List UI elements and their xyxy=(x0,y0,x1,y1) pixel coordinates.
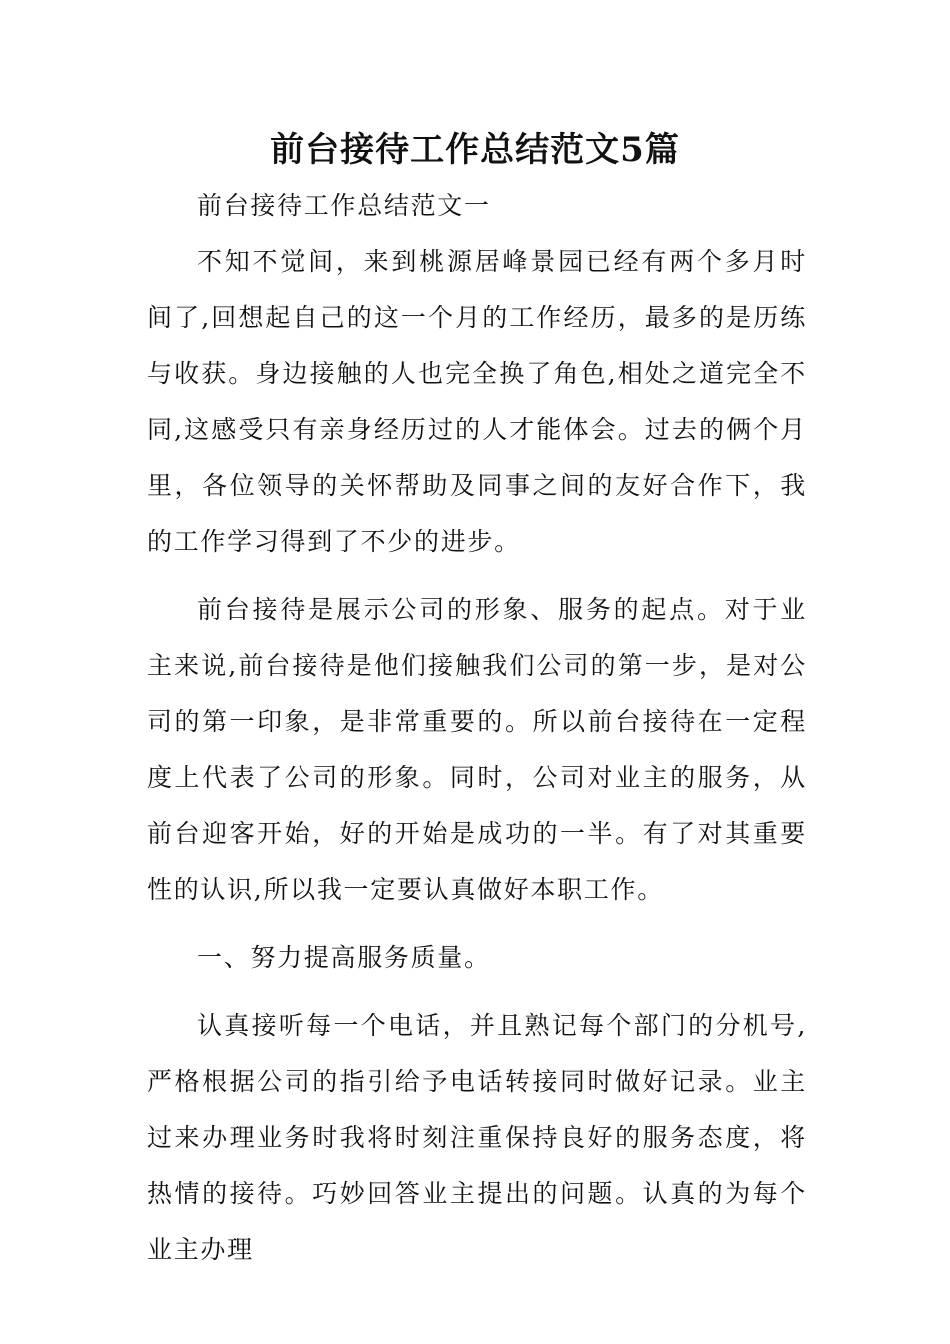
document-title: 前台接待工作总结范文5篇 xyxy=(270,130,680,170)
subheading-service-quality: 一、努力提高服务质量。 xyxy=(197,943,491,972)
paragraph-reception-role: 前台接待是展示公司的形象、服务的起点。对于业主来说,前台接待是他们接触我们公司的第一步，是对公司的第一印象，是非常重要的。所以前台接待在一定程度上代表了公司的形象。同时，公司对业主的服务，从前台迎客开始，好的开始是成功的一半。有了对其重要性的认识,所以我一定要认真做好本职工作。 xyxy=(147,595,807,904)
section-heading: 前台接待工作总结范文一 xyxy=(197,191,491,220)
document-body xyxy=(147,178,807,1278)
paragraph-intro: 不知不觉间，来到桃源居峰景园已经有两个多月时间了,回想起自己的这一个月的工作经历，最多的是历练与收获。身边接触的人也完全换了角色,相处之道完全不同,这感受只有亲身经历过的人才能体会。过去的俩个月里，各位领导的关怀帮助及同事之间的友好合作下，我的工作学习得到了不少的进步。 xyxy=(147,247,807,556)
paragraph-phone-handling: 认真接听每一个电话，并且熟记每个部门的分机号,严格根据公司的指引给予电话转接同时做好记录。业主过来办理业务时我将时刻注重保持良好的服务态度，将热情的接待。巧妙回答业主提出的问题。认真的为每个业主办理 xyxy=(147,1011,807,1264)
